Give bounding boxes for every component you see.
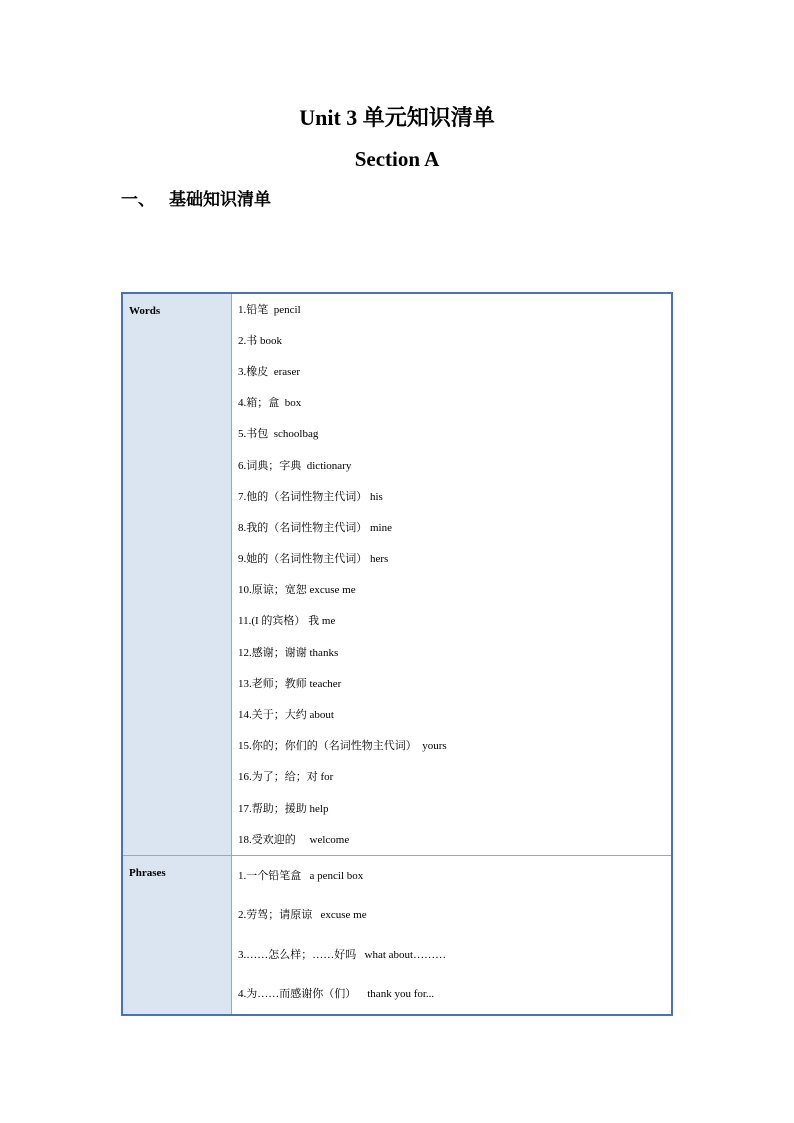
- word-item: 1.铅笔 pencil: [238, 303, 301, 316]
- knowledge-table: [121, 292, 673, 1016]
- word-item: 9.她的（名词性物主代词） hers: [238, 553, 389, 566]
- phrase-item: 2.劳驾；请原谅 excuse me: [238, 909, 367, 922]
- word-item: 6.词典；字典 dictionary: [238, 459, 352, 472]
- word-item: 18.受欢迎的 welcome: [238, 833, 350, 846]
- word-item: 2.书 book: [238, 334, 282, 347]
- document-title: Unit 3 单元知识清单: [299, 105, 495, 130]
- phrase-item: 4.为……而感谢你（们） thank you for...: [238, 987, 435, 1000]
- word-item: 16.为了；给；对 for: [238, 771, 334, 784]
- phrase-item: 1.一个铅笔盒 a pencil box: [238, 870, 364, 883]
- word-item: 15.你的；你们的（名词性物主代词） yours: [238, 740, 447, 753]
- words-label: Words: [122, 293, 232, 856]
- word-item: 8.我的（名词性物主代词） mine: [238, 521, 392, 534]
- word-item: 7.他的（名词性物主代词） his: [238, 490, 383, 503]
- words-list: [232, 293, 673, 856]
- phrases-label: Phrases: [122, 856, 232, 1015]
- phrases-list: [232, 856, 673, 1015]
- heading-text: 基础知识清单: [169, 190, 271, 209]
- phrase-item: 3.……怎么样；……好吗 what about………: [238, 948, 447, 961]
- words-row: [122, 293, 672, 856]
- word-item: 3.橡皮 eraser: [238, 365, 301, 378]
- word-item: 11.(I 的宾格） 我 me: [238, 615, 336, 628]
- word-item: 14.关于；大约 about: [238, 709, 334, 722]
- word-item: 10.原谅；宽恕 excuse me: [238, 584, 356, 597]
- word-item: 17.帮助；援助 help: [238, 802, 329, 815]
- phrases-row: [122, 856, 672, 1015]
- heading-number: 一、: [121, 190, 155, 209]
- word-item: 12.感谢；谢谢 thanks: [238, 646, 339, 659]
- word-item: 13.老师；教师 teacher: [238, 677, 342, 690]
- section-heading: [121, 188, 271, 212]
- word-item: 5.书包 schoolbag: [238, 428, 319, 441]
- word-item: 4.箱；盒 box: [238, 397, 302, 410]
- section-title: Section A: [354, 147, 440, 171]
